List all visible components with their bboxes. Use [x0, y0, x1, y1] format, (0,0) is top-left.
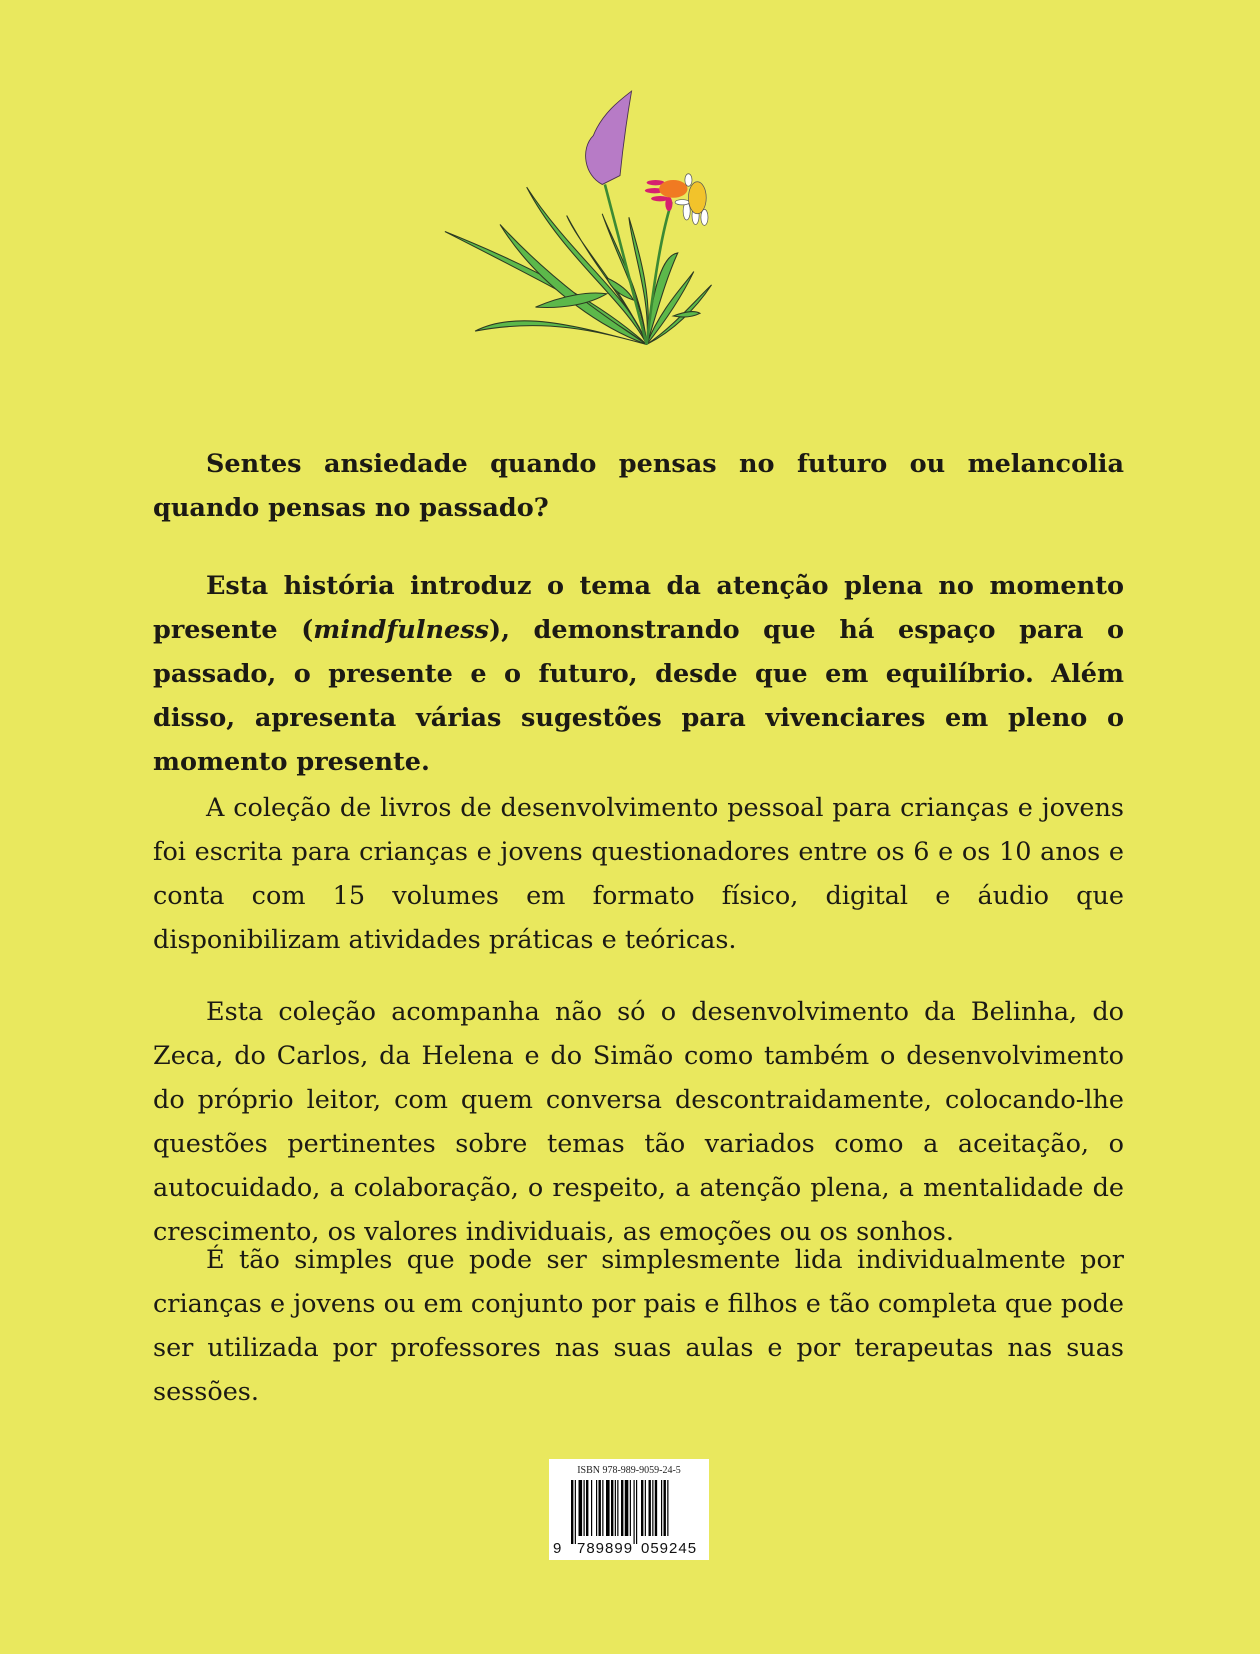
barcode-digits-right: 059245: [641, 1540, 698, 1557]
barcode-bar: [586, 1480, 588, 1536]
description-paragraph: [153, 564, 1124, 784]
intro-question: [153, 442, 1124, 530]
barcode-bar: [602, 1480, 603, 1536]
paragraph: Esta coleção acompanha não só o desenvolvimento da Belinha, do Zeca, do Carlos, da Helena e do Simão como também o desenvolvimento do próprio leitor, com quem conversa descontraidamente, colocando-lhe questões pertinentes sobre temas tão variados como a aceitação, o autocuidado, a colaboração, o respeito, a atenção plena, a mentalidade de crescimento, os valores individuais, as emoções ou os sonhos.: [153, 997, 1124, 1247]
collection-paragraph-2: [153, 990, 1124, 1254]
description-italic-term: mindfulness: [313, 615, 489, 645]
barcode-bar: [571, 1480, 573, 1544]
barcode-bar: [630, 1480, 631, 1536]
barcode-digit-first: 9: [553, 1540, 562, 1557]
barcode-bars: [571, 1480, 701, 1544]
paragraph: É tão simples que pode ser simplesmente lida individualmente por crianças e jovens ou em conjunto por pais e filhos e tão completa que pode ser utilizada por professores nas suas aulas e por terapeutas nas suas sessões.: [153, 1245, 1124, 1407]
barcode-bar: [584, 1480, 585, 1536]
paragraph: A coleção de livros de desenvolvimento pessoal para crianças e jovens foi escrita para crianças e jovens questionadores entre os 6 e os 10 anos e conta com 15 volumes em formato físico, digital e áudio que disponibilizam atividades práticas e teóricas.: [153, 793, 1124, 955]
isbn-barcode: [549, 1459, 709, 1560]
barcode-bar: [649, 1480, 651, 1536]
barcode-bar: [606, 1480, 610, 1536]
collection-paragraph-1: [153, 786, 1124, 962]
barcode-bar: [591, 1480, 592, 1536]
barcode-bar: [575, 1480, 576, 1544]
barcode-bar: [667, 1480, 668, 1536]
barcode-bar: [664, 1480, 666, 1536]
collection-paragraph-3: [153, 1238, 1124, 1414]
intro-paragraph: Sentes ansiedade quando pensas no futuro ou melancolia quando pensas no passado?: [153, 449, 1124, 523]
barcode-bar: [645, 1480, 646, 1536]
barcode-bar: [636, 1480, 637, 1544]
barcode-bar: [641, 1480, 643, 1536]
barcode-bar: [615, 1480, 616, 1536]
barcode-bar: [599, 1480, 601, 1536]
barcode-bar: [625, 1480, 629, 1536]
description-text-end: ), demonstrando que há espaço para o passado, o presente e o futuro, desde que em equilíbrio. Além disso, apresenta várias sugestões para vivenciares em pleno o momento presente.: [153, 615, 1124, 777]
barcode-bar: [661, 1480, 662, 1536]
barcode-bar: [617, 1480, 618, 1536]
isbn-label: ISBN 978-989-9059-24-5: [577, 1465, 681, 1476]
barcode-bar: [611, 1480, 613, 1536]
book-description: [153, 564, 1124, 784]
barcode-digits-left: 789899: [577, 1540, 634, 1557]
barcode-bar: [655, 1480, 657, 1536]
barcode-bar: [634, 1480, 635, 1544]
barcode-bar: [652, 1480, 653, 1536]
barcode-bar: [621, 1480, 623, 1536]
flower-illustration: [420, 70, 740, 370]
barcode-bar: [596, 1480, 597, 1536]
barcode-bar: [579, 1480, 583, 1536]
description-text: Esta história introduz o tema da atenção plena no momento presente (: [153, 571, 1124, 645]
